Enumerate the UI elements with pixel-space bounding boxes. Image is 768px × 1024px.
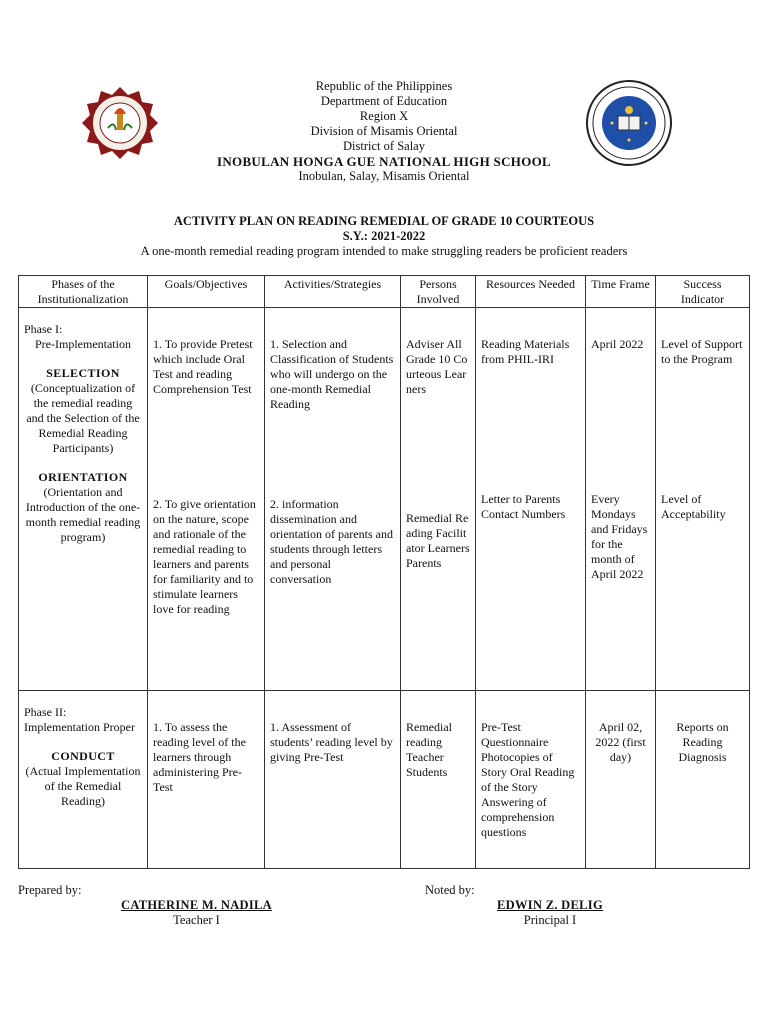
- phase1-cell: [19, 308, 148, 691]
- selection-name: SELECTION: [46, 366, 120, 380]
- phase2-goals: [148, 691, 265, 869]
- phase2-cell: [19, 691, 148, 869]
- conduct-activity: 1. Assessment of students’ reading level by giving Pre-Test: [270, 720, 393, 764]
- orientation-persons: Remedial Reading Facilitator Learners Parents: [406, 511, 470, 570]
- phase2-activities: [265, 691, 401, 869]
- selection-desc: (Conceptualization of the remedial reading and the Selection of the Remedial Reading Participants): [26, 381, 140, 455]
- school-name: INOBULAN HONGA GUE NATIONAL HIGH SCHOOL: [217, 154, 551, 169]
- selection-persons: Adviser All Grade 10 Courteous Learners: [406, 337, 468, 396]
- phase1-time: [586, 308, 656, 691]
- orientation-name: ORIENTATION: [38, 470, 128, 484]
- header-line-district: District of Salay: [343, 139, 425, 153]
- orientation-activity: 2. information dissemination and orientation of parents and students through letters and personal conversation: [270, 497, 393, 586]
- selection-goal: 1. To provide Pretest which include Oral Test and reading Comprehension Test: [153, 337, 253, 396]
- conduct-persons: Remedial reading Teacher Students: [406, 720, 452, 779]
- selection-indicator: Level of Support to the Program: [661, 337, 743, 366]
- header-activities: Activities/Strategies: [265, 276, 401, 308]
- orientation-resources: Letter to Parents Contact Numbers: [481, 492, 566, 521]
- noted-by-label: Noted by:: [425, 883, 475, 897]
- conduct-resources: Pre-Test Questionnaire Photocopies of Story Oral Reading of the Story Answering of comprehension questions: [481, 720, 575, 839]
- phase1-activities: [265, 308, 401, 691]
- orientation-goal: 2. To give orientation on the nature, scope and rationale of the remedial reading to learners and parents for familiarity and to stimulate learners love for reading: [153, 497, 256, 616]
- orientation-indicator: Level of Acceptability: [661, 492, 726, 521]
- document-title: ACTIVITY PLAN ON READING REMEDIAL OF GRADE 10 COURTEOUS: [173, 214, 595, 228]
- conduct-name: CONDUCT: [51, 749, 115, 763]
- header-goals: Goals/Objectives: [148, 276, 265, 308]
- prepared-by-name: CATHERINE M. NADILA: [121, 898, 272, 912]
- orientation-desc: (Orientation and Introduction of the one-month remedial reading program): [25, 485, 141, 544]
- header-line-department: Department of Education: [320, 94, 448, 108]
- header-indicator: Success Indicator: [656, 276, 750, 308]
- phase1-persons: [401, 308, 476, 691]
- noted-by-name: EDWIN Z. DELIG: [497, 898, 603, 912]
- phase2-sub: Implementation Proper: [24, 720, 135, 734]
- phase1-sub: Pre-Implementation: [35, 337, 131, 351]
- school-address: Inobulan, Salay, Misamis Oriental: [298, 169, 470, 183]
- noted-by-block: [460, 898, 640, 928]
- phase1-goals: [148, 308, 265, 691]
- table-row: [19, 691, 750, 869]
- noted-by-title: Principal I: [523, 913, 577, 927]
- prepared-by-title: Teacher I: [173, 913, 220, 927]
- header-time: Time Frame: [586, 276, 656, 308]
- phase2-label: Phase II:: [24, 705, 67, 719]
- header-line-republic: Republic of the Philippines: [315, 79, 453, 93]
- prepared-by-block: [80, 898, 313, 928]
- document-header: [0, 79, 768, 184]
- title-block: [0, 214, 768, 259]
- header-resources: Resources Needed: [476, 276, 586, 308]
- conduct-time: April 02, 2022 (first day): [595, 720, 646, 764]
- phase2-indicator: [656, 691, 750, 869]
- table-header-row: [19, 276, 750, 308]
- phase1-indicator: [656, 308, 750, 691]
- header-line-region: Region X: [359, 109, 409, 123]
- conduct-desc: (Actual Implementation of the Remedial Reading): [25, 764, 141, 808]
- conduct-goal: 1. To assess the reading level of the learners through administering Pre-Test: [153, 720, 246, 794]
- orientation-time: Every Mondays and Fridays for the month of April 2022: [591, 492, 648, 581]
- document-subtitle: A one-month remedial reading program intended to make struggling readers be proficient readers: [140, 244, 628, 258]
- table-row: [19, 308, 750, 691]
- selection-resources: Reading Materials from PHIL-IRI: [481, 337, 570, 366]
- school-year: S.Y.: 2021-2022: [342, 229, 426, 243]
- phase1-resources: [476, 308, 586, 691]
- header-phases: Phases of the Institutionalization: [19, 276, 148, 308]
- conduct-indicator: Reports on Reading Diagnosis: [676, 720, 729, 764]
- selection-time: April 2022: [591, 337, 644, 351]
- phase2-persons: [401, 691, 476, 869]
- phase1-label: Phase I:: [24, 322, 63, 336]
- phase2-resources: [476, 691, 586, 869]
- phase2-time: [586, 691, 656, 869]
- selection-activity: 1. Selection and Classification of Students who will undergo on the one-month Remedial Reading: [270, 337, 394, 411]
- header-line-division: Division of Misamis Oriental: [310, 124, 458, 138]
- prepared-by-label: Prepared by:: [18, 883, 82, 897]
- header-persons: Persons Involved: [401, 276, 476, 308]
- activity-plan-table: [18, 275, 750, 869]
